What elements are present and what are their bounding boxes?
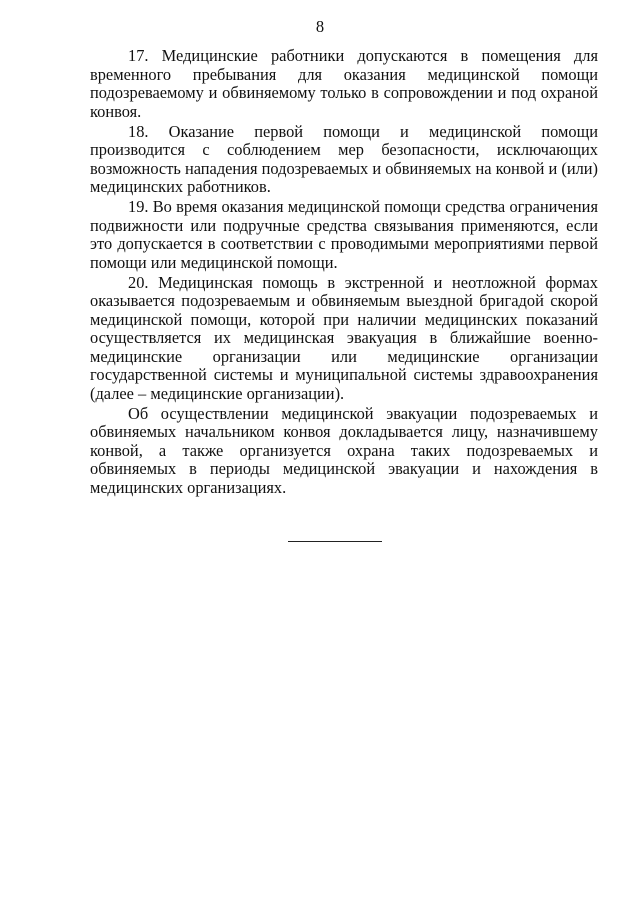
paragraph-18: 18. Оказание первой помощи и медицинской помощи производится с соблюдением мер безопасности, исключающих возможность нападения подозреваемых и обвиняемых на конвой и (или) медицинских работников. <box>90 121 598 196</box>
paragraph-20: 20. Медицинская помощь в экстренной и неотложной формах оказывается подозреваемым и обвиняемым выездной бригадой скорой медицинской помощи, которой при наличии медицинских показаний осуществляется их медицинская эвакуация в ближайшие военно-медицинские организации или медицинские организации государственной системы и муниципальной системы здравоохранения (далее – медицинские организации). <box>90 272 598 403</box>
paragraph-17: 17. Медицинские работники допускаются в помещения для временного пребывания для оказания медицинской помощи подозреваемому и обвиняемому только в сопровождении и под охраной конвоя. <box>90 46 598 121</box>
page-number: 8 <box>315 17 325 36</box>
document-body <box>90 47 598 497</box>
end-separator-line <box>288 541 382 542</box>
paragraph-19: 19. Во время оказания медицинской помощи средства ограничения подвижности или подручные средства связывания применяются, если это допускается в соответствии с проводимыми мероприятиями первой помощи или медицинской помощи. <box>90 197 598 272</box>
paragraph-evacuation: Об осуществлении медицинской эвакуации подозреваемых и обвиняемых начальником конвоя докладывается лицу, назначившему конвой, а также организуется охрана таких подозреваемых и обвиняемых в периоды медицинской эвакуации и нахождения в медицинских организациях. <box>90 403 598 497</box>
